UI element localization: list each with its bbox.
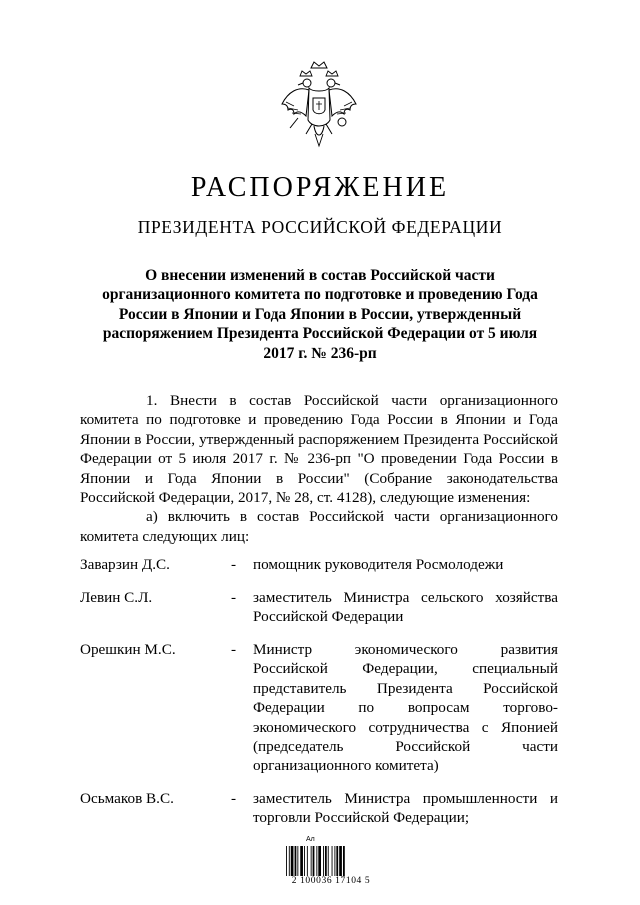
member-dash: - (231, 556, 237, 573)
paragraph-1: 1. Внести в состав Российской части организационного комитета по подготовке и проведению Года России в Японии и Года Японии в России, утвержденный распоряжением Президента Российской Федерации от 5 июля 2017 г. № 236-рп "О проведении Года России в Японии и Года Японии в России" (Собрание законодательства Российской Федерации, 2017, № 28, ст. 4128), следующие изменения: (80, 392, 558, 507)
member-role: помощник руководителя Росмолодежи (253, 556, 504, 573)
member-name: Орешкин М.С. (80, 641, 176, 658)
issuer-heading: ПРЕЗИДЕНТА РОССИЙСКОЙ ФЕДЕРАЦИИ (137, 217, 503, 237)
russian-coat-of-arms-icon (276, 58, 362, 158)
document-title: О внесении изменений в состав Российской части организационного комитета по подготовке и проведению Года России в Японии и Года Японии в России, утвержденный распоряжением Президента Российской Федерации от 5 июля 2017 г. № 236-рп (102, 267, 538, 362)
member-dash: - (231, 641, 237, 658)
member-name: Осьмаков В.С. (80, 790, 174, 807)
barcode-icon (286, 846, 368, 876)
barcode-number: 2 100036 17104 5 (291, 876, 371, 886)
member-role: заместитель Министра сельского хозяйства Российской Федерации (253, 589, 558, 626)
member-name: Левин С.Л. (80, 589, 153, 606)
paragraph-2: а) включить в состав Российской части организационного комитета следующих лиц: (80, 508, 558, 545)
member-role: Министр экономического развития Российской Федерации, специальный представитель Президента Российской Федерации по вопросам торгово-экономического сотрудничества с Японией (председатель Российской части организационного комитета) (253, 641, 558, 775)
member-dash: - (231, 589, 237, 606)
page-mark: Ал (306, 836, 315, 843)
member-name: Заварзин Д.С. (80, 556, 170, 573)
member-role: заместитель Министра промышленности и торговли Российской Федерации; (253, 790, 558, 827)
member-dash: - (231, 790, 237, 807)
document-body (80, 391, 558, 546)
document-type-heading: РАСПОРЯЖЕНИЕ (190, 172, 450, 203)
